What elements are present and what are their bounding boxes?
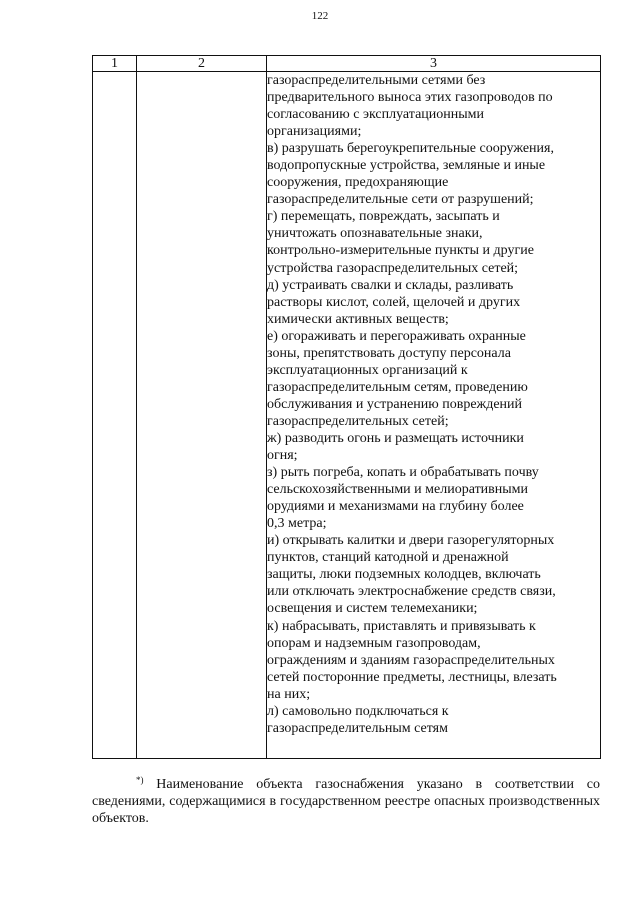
text-line: л) самовольно подключаться к	[267, 703, 449, 719]
text-line: к) набрасывать, приставлять и привязывать к	[267, 618, 536, 634]
text-line: зоны, препятствовать доступу персонала	[267, 345, 511, 361]
text-line: газораспределительные сети от разрушений;	[267, 192, 534, 208]
text-line: сетей посторонние предметы, лестницы, влезать	[267, 669, 557, 685]
text-line: согласованию с эксплуатационными	[267, 107, 485, 123]
text-line: эксплуатационных организаций к	[267, 362, 468, 378]
footnote	[92, 772, 600, 827]
text-line: освещения и систем телемеханики;	[267, 601, 478, 617]
column-header-1: 1	[93, 56, 137, 72]
text-line: ж) разводить огонь и размещать источники	[267, 430, 524, 446]
table-header-row	[93, 56, 601, 72]
text-line: пунктов, станций катодной и дренажной	[267, 550, 509, 566]
cell-column-3	[267, 72, 601, 759]
text-line: предварительного выноса этих газопроводов по	[267, 90, 553, 106]
footnote-text: Наименование объекта газоснабжения указано в соответствии со сведениями, содержащимися в государственном реестре опасных производственных объектов.	[92, 777, 600, 826]
column-header-3: 3	[267, 56, 601, 72]
column-header-2: 2	[137, 56, 267, 72]
text-line: обслуживания и устранению повреждений	[267, 396, 523, 412]
text-line: ограждениям и зданиям газораспределительных	[267, 652, 555, 668]
text-line: д) устраивать свалки и склады, разливать	[267, 277, 514, 293]
text-line: орудиями и механизмами на глубину более	[267, 499, 524, 515]
text-line: водопропускные устройства, земляные и иные	[267, 158, 546, 174]
text-line: сельскохозяйственными и мелиоративными	[267, 482, 529, 498]
text-line: газораспределительных сетей;	[267, 413, 449, 429]
text-line: химически активных веществ;	[267, 311, 449, 327]
text-line: газораспределительным сетям	[267, 720, 448, 736]
text-line: сооружения, предохраняющие	[267, 175, 449, 191]
text-line: или отключать электроснабжение средств связи,	[267, 584, 556, 600]
text-line: контрольно-измерительные пункты и другие	[267, 243, 534, 259]
text-line: и) открывать калитки и двери газорегуляторных	[267, 533, 555, 549]
text-line: растворы кислот, солей, щелочей и других	[267, 294, 521, 310]
text-line: защиты, люки подземных колодцев, включать	[267, 567, 541, 583]
text-line: г) перемещать, повреждать, засыпать и	[267, 209, 500, 225]
footnote-marker: *)	[136, 775, 144, 785]
text-line: газораспределительным сетям, проведению	[267, 379, 528, 395]
text-line: устройства газораспределительных сетей;	[267, 260, 519, 276]
text-line: опорам и надземным газопроводам,	[267, 635, 481, 651]
text-line: газораспределительными сетями без	[267, 73, 486, 88]
text-line: з) рыть погреба, копать и обрабатывать почву	[267, 465, 539, 481]
content-table	[92, 55, 601, 759]
page-number: 122	[311, 10, 329, 22]
text-line: уничтожать опознавательные знаки,	[267, 226, 483, 242]
text-line: 0,3 метра;	[267, 516, 327, 532]
cell-column-1	[93, 72, 137, 759]
text-line: организациями;	[267, 124, 362, 140]
text-line: е) огораживать и перегораживать охранные	[267, 328, 526, 344]
cell-column-2	[137, 72, 267, 759]
table-row	[93, 72, 601, 759]
text-line: на них;	[267, 686, 311, 702]
text-line: огня;	[267, 448, 298, 464]
text-line: в) разрушать берегоукрепительные сооружения,	[267, 141, 554, 157]
